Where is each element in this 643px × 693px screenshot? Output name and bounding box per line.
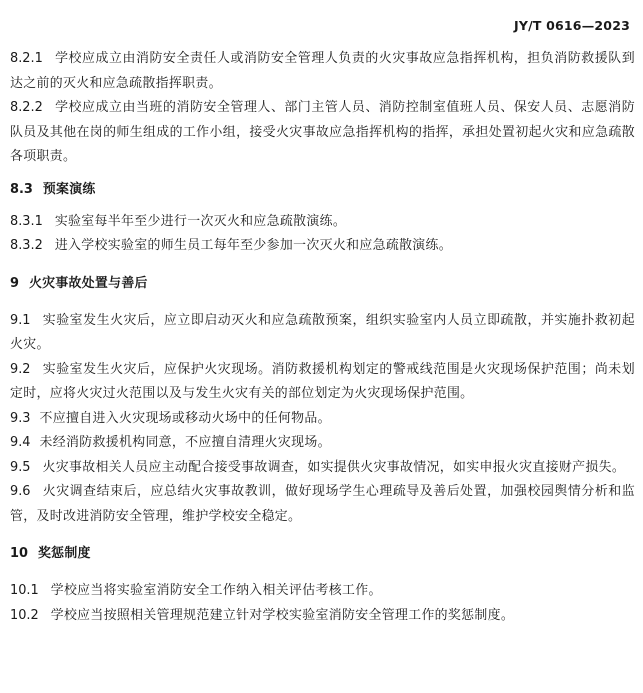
clause-number: 8.2.1 — [10, 51, 43, 66]
clause-9-3 — [10, 407, 635, 432]
clause-text: 火灾事故相关人员应主动配合接受事故调查，如实提供火灾事故情况，如实申报火灾直接财产损失。 — [42, 459, 626, 475]
clause-number: 9.3 — [10, 410, 31, 426]
clause-text: 实验室发生火灾后，应保护火灾现场。消防救援机构划定的警戒线范围是火灾现场保护范围；尚未划定时，应将火灾过火范围以及与发生火灾有关的部位划定为火灾现场保护范围。 — [10, 361, 635, 401]
clause-10-2 — [10, 604, 635, 629]
clause-8-3-2 — [10, 234, 635, 259]
clause-number: 8.3.2 — [10, 238, 43, 253]
clause-number: 9.1 — [10, 312, 31, 328]
clause-9-5 — [10, 456, 635, 481]
section-heading-10 — [10, 542, 635, 566]
section-number: 9 — [10, 275, 19, 291]
clause-8-2-1 — [10, 47, 635, 96]
clause-number: 10.1 — [10, 583, 39, 598]
clause-8-3-1 — [10, 210, 635, 235]
clause-9-6 — [10, 480, 635, 529]
clause-number: 8.3.1 — [10, 213, 43, 229]
clause-number: 9.2 — [10, 361, 31, 377]
clause-text: 学校应当将实验室消防安全工作纳入相关评估考核工作。 — [50, 583, 382, 598]
standard-code: JY/T 0616—2023 — [513, 18, 630, 33]
clause-number: 10.2 — [10, 607, 39, 623]
clause-number: 9.6 — [10, 484, 31, 499]
clause-text: 实验室每半年至少进行一次灭火和应急疏散演练。 — [54, 213, 347, 229]
clause-text: 实验室发生火灾后，应立即启动灭火和应急疏散预案，组织实验室内人员立即疏散，并实施扑救初起火灾。 — [10, 312, 635, 352]
clause-9-1 — [10, 309, 635, 358]
clause-text: 学校应成立由当班的消防安全管理人、部门主管人员、消防控制室值班人员、保安人员、志愿消防队员及其他在岗的师生组成的工作小组，接受火灾事故应急指挥机构的指挥，承担处置初起火灾和应急疏散各项职责。 — [10, 100, 635, 164]
clause-number: 9.4 — [10, 435, 31, 450]
section-heading-8-3 — [10, 178, 635, 202]
clause-number: 8.2.2 — [10, 100, 43, 115]
clause-text: 学校应当按照相关管理规范建立针对学校实验室消防安全管理工作的奖惩制度。 — [50, 607, 515, 623]
clause-number: 9.5 — [10, 459, 31, 475]
clause-text: 进入学校实验室的师生员工每年至少参加一次灭火和应急疏散演练。 — [54, 238, 453, 253]
clause-9-4 — [10, 431, 635, 456]
section-number: 8.3 — [10, 181, 33, 197]
section-title: 火灾事故处置与善后 — [28, 275, 148, 291]
clause-text: 学校应成立由消防安全责任人或消防安全管理人负责的火灾事故应急指挥机构，担负消防救援队到达之前的灭火和应急疏散指挥职责。 — [10, 51, 635, 91]
clause-10-1 — [10, 579, 635, 604]
document-body — [10, 47, 635, 628]
clause-text: 未经消防救援机构同意，不应擅自清理火灾现场。 — [39, 435, 331, 450]
section-heading-9 — [10, 272, 635, 296]
clause-text: 火灾调查结束后，应总结火灾事故教训，做好现场学生心理疏导及善后处置，加强校园舆情分析和监管，及时改进消防安全管理，维护学校安全稳定。 — [10, 484, 635, 524]
clause-text: 不应擅自进入火灾现场或移动火场中的任何物品。 — [39, 410, 331, 426]
clause-9-2 — [10, 358, 635, 407]
section-title: 预案演练 — [42, 181, 96, 197]
section-title: 奖惩制度 — [37, 546, 91, 561]
section-number: 10 — [10, 546, 28, 561]
clause-8-2-2 — [10, 96, 635, 170]
